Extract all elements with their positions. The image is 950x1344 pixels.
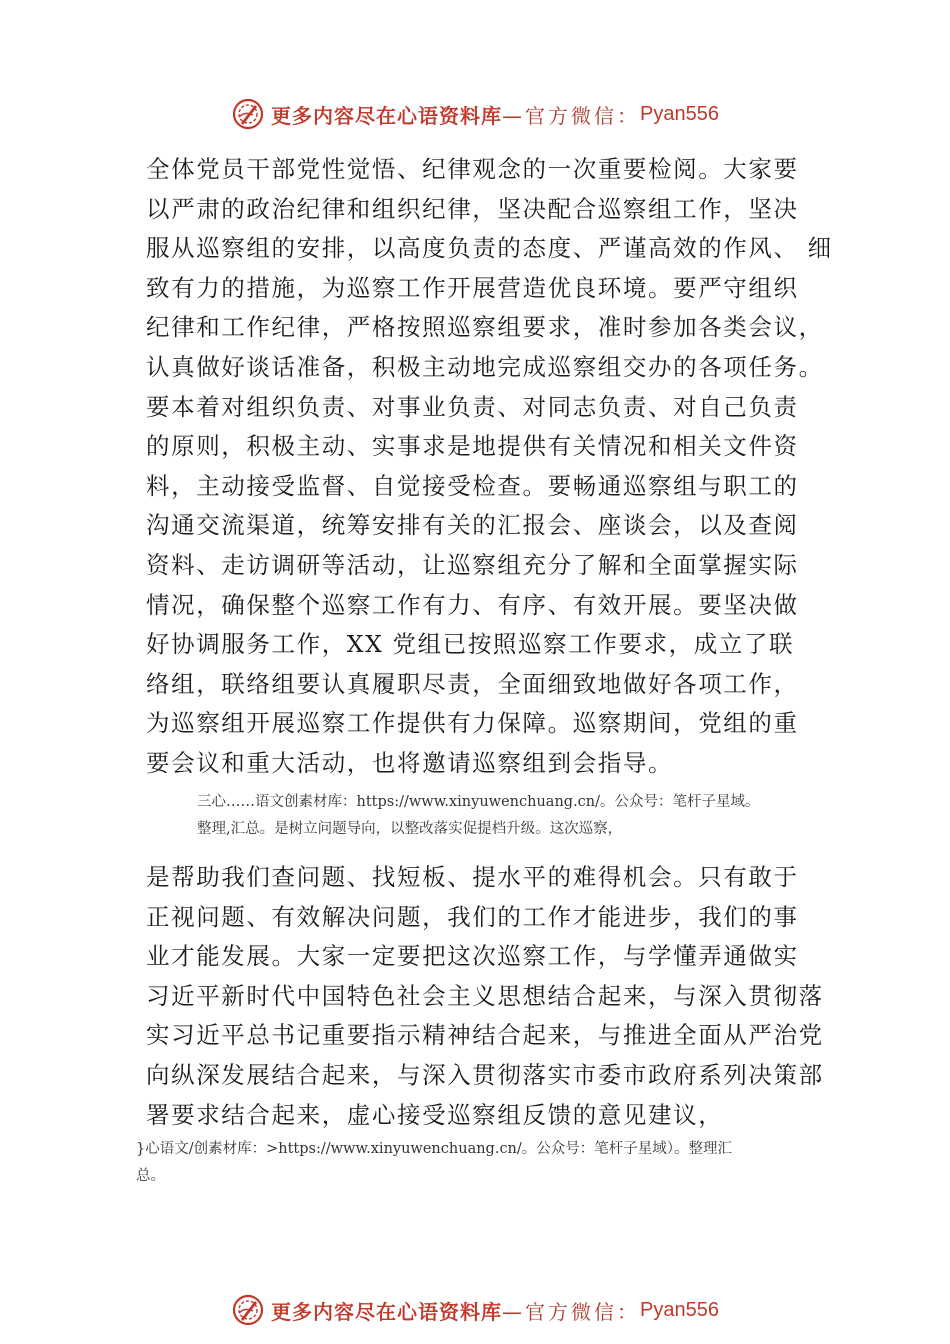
brand-logo-icon — [231, 97, 265, 131]
text-line: 资料、走访调研等活动，让巡察组充分了解和全面掌握实际 — [146, 550, 799, 579]
text-line: 业才能发展。大家一定要把这次巡察工作，与学懂弄通做实 — [146, 942, 799, 971]
text-line: 正视问题、有效解决问题，我们的工作才能进步，我们的事 — [146, 902, 799, 931]
text-line: 沟通交流渠道，统筹安排有关的汇报会、座谈会，以及查阅 — [146, 511, 799, 540]
text-line: 认真做好谈话准备，积极主动地完成巡察组交办的各项任务。 — [146, 352, 824, 381]
text-line: 要会议和重大活动，也将邀请巡察组到会指导。 — [146, 748, 674, 777]
text-line: 纪律和工作纪律，严格按照巡察组要求，准时参加各类会议， — [146, 313, 824, 342]
text-line: 络组，联络组要认真履职尽责，全面细致地做好各项工作， — [146, 669, 799, 698]
text-line: 料，主动接受监督、自觉接受检查。要畅通巡察组与职工的 — [146, 471, 799, 500]
text-line: 致有力的措施，为巡察工作开展营造优良环境。要严守组织 — [146, 273, 799, 302]
text-line: 要本着对组织负责、对事业负责、对同志负责、对自己负责 — [146, 392, 799, 421]
footer-banner — [0, 1290, 950, 1330]
note-line: 总。 — [136, 1168, 165, 1184]
banner-wechat-id: Pyan556 — [640, 102, 719, 125]
header-banner — [0, 94, 950, 134]
text-line: 署要求结合起来，虚心接受巡察组反馈的意见建议， — [146, 1100, 724, 1129]
text-line: 服从巡察组的安排，以高度负责的态度、严谨高效的作风、 细 — [146, 234, 833, 263]
body-paragraph-1 — [146, 150, 836, 784]
text-line: 以严肃的政治纪律和组织纪律，坚决配合巡察组工作，坚决 — [146, 194, 799, 223]
text-line: 为巡察组开展巡察工作提供有力保障。巡察期间，党组的重 — [146, 709, 799, 738]
banner-title: 更多内容尽在心语资料库 — [271, 1299, 503, 1324]
text-line: 向纵深发展结合起来，与深入贯彻落实市委市政府系列决策部 — [146, 1060, 824, 1089]
note-line: }心语文/创素材库：>https://www.xinyuwenchuang.cn/。公众号：笔杆子星域）。整理汇 — [136, 1141, 733, 1157]
source-note-2 — [136, 1136, 732, 1190]
banner-wechat-id: Pyan556 — [640, 1298, 719, 1321]
text-line: 全体党员干部党性觉悟、纪律观念的一次重要检阅。大家要 — [146, 155, 799, 183]
note-line: 整理,汇总。是树立问题导向，以整改落实促提档升级。这次巡察， — [197, 821, 623, 837]
source-note-1 — [197, 789, 760, 843]
banner-title: 更多内容尽在心语资料库 — [271, 103, 503, 128]
text-line: 好协调服务工作，XX 党组已按照巡察工作要求，成立了联 — [146, 630, 795, 659]
text-line: 习近平新时代中国特色社会主义思想结合起来，与深入贯彻落 — [146, 981, 824, 1010]
brand-logo-icon — [231, 1293, 265, 1327]
text-line: 是帮助我们查问题、找短板、提水平的难得机会。只有敢于 — [146, 863, 799, 891]
text-line: 实习近平总书记重要指示精神结合起来，与推进全面从严治党 — [146, 1021, 824, 1050]
body-paragraph-2 — [146, 858, 836, 1135]
banner-subtitle: —官方微信： — [502, 1299, 641, 1324]
text-line: 情况，确保整个巡察工作有力、有序、有效开展。要坚决做 — [146, 590, 799, 619]
banner-subtitle: —官方微信： — [502, 103, 641, 128]
text-line: 的原则，积极主动、实事求是地提供有关情况和相关文件资 — [146, 432, 799, 461]
note-line: 三心……语文创素材库：https://www.xinyuwenchuang.cn/。公众号：笔杆子星域。 — [197, 794, 760, 810]
